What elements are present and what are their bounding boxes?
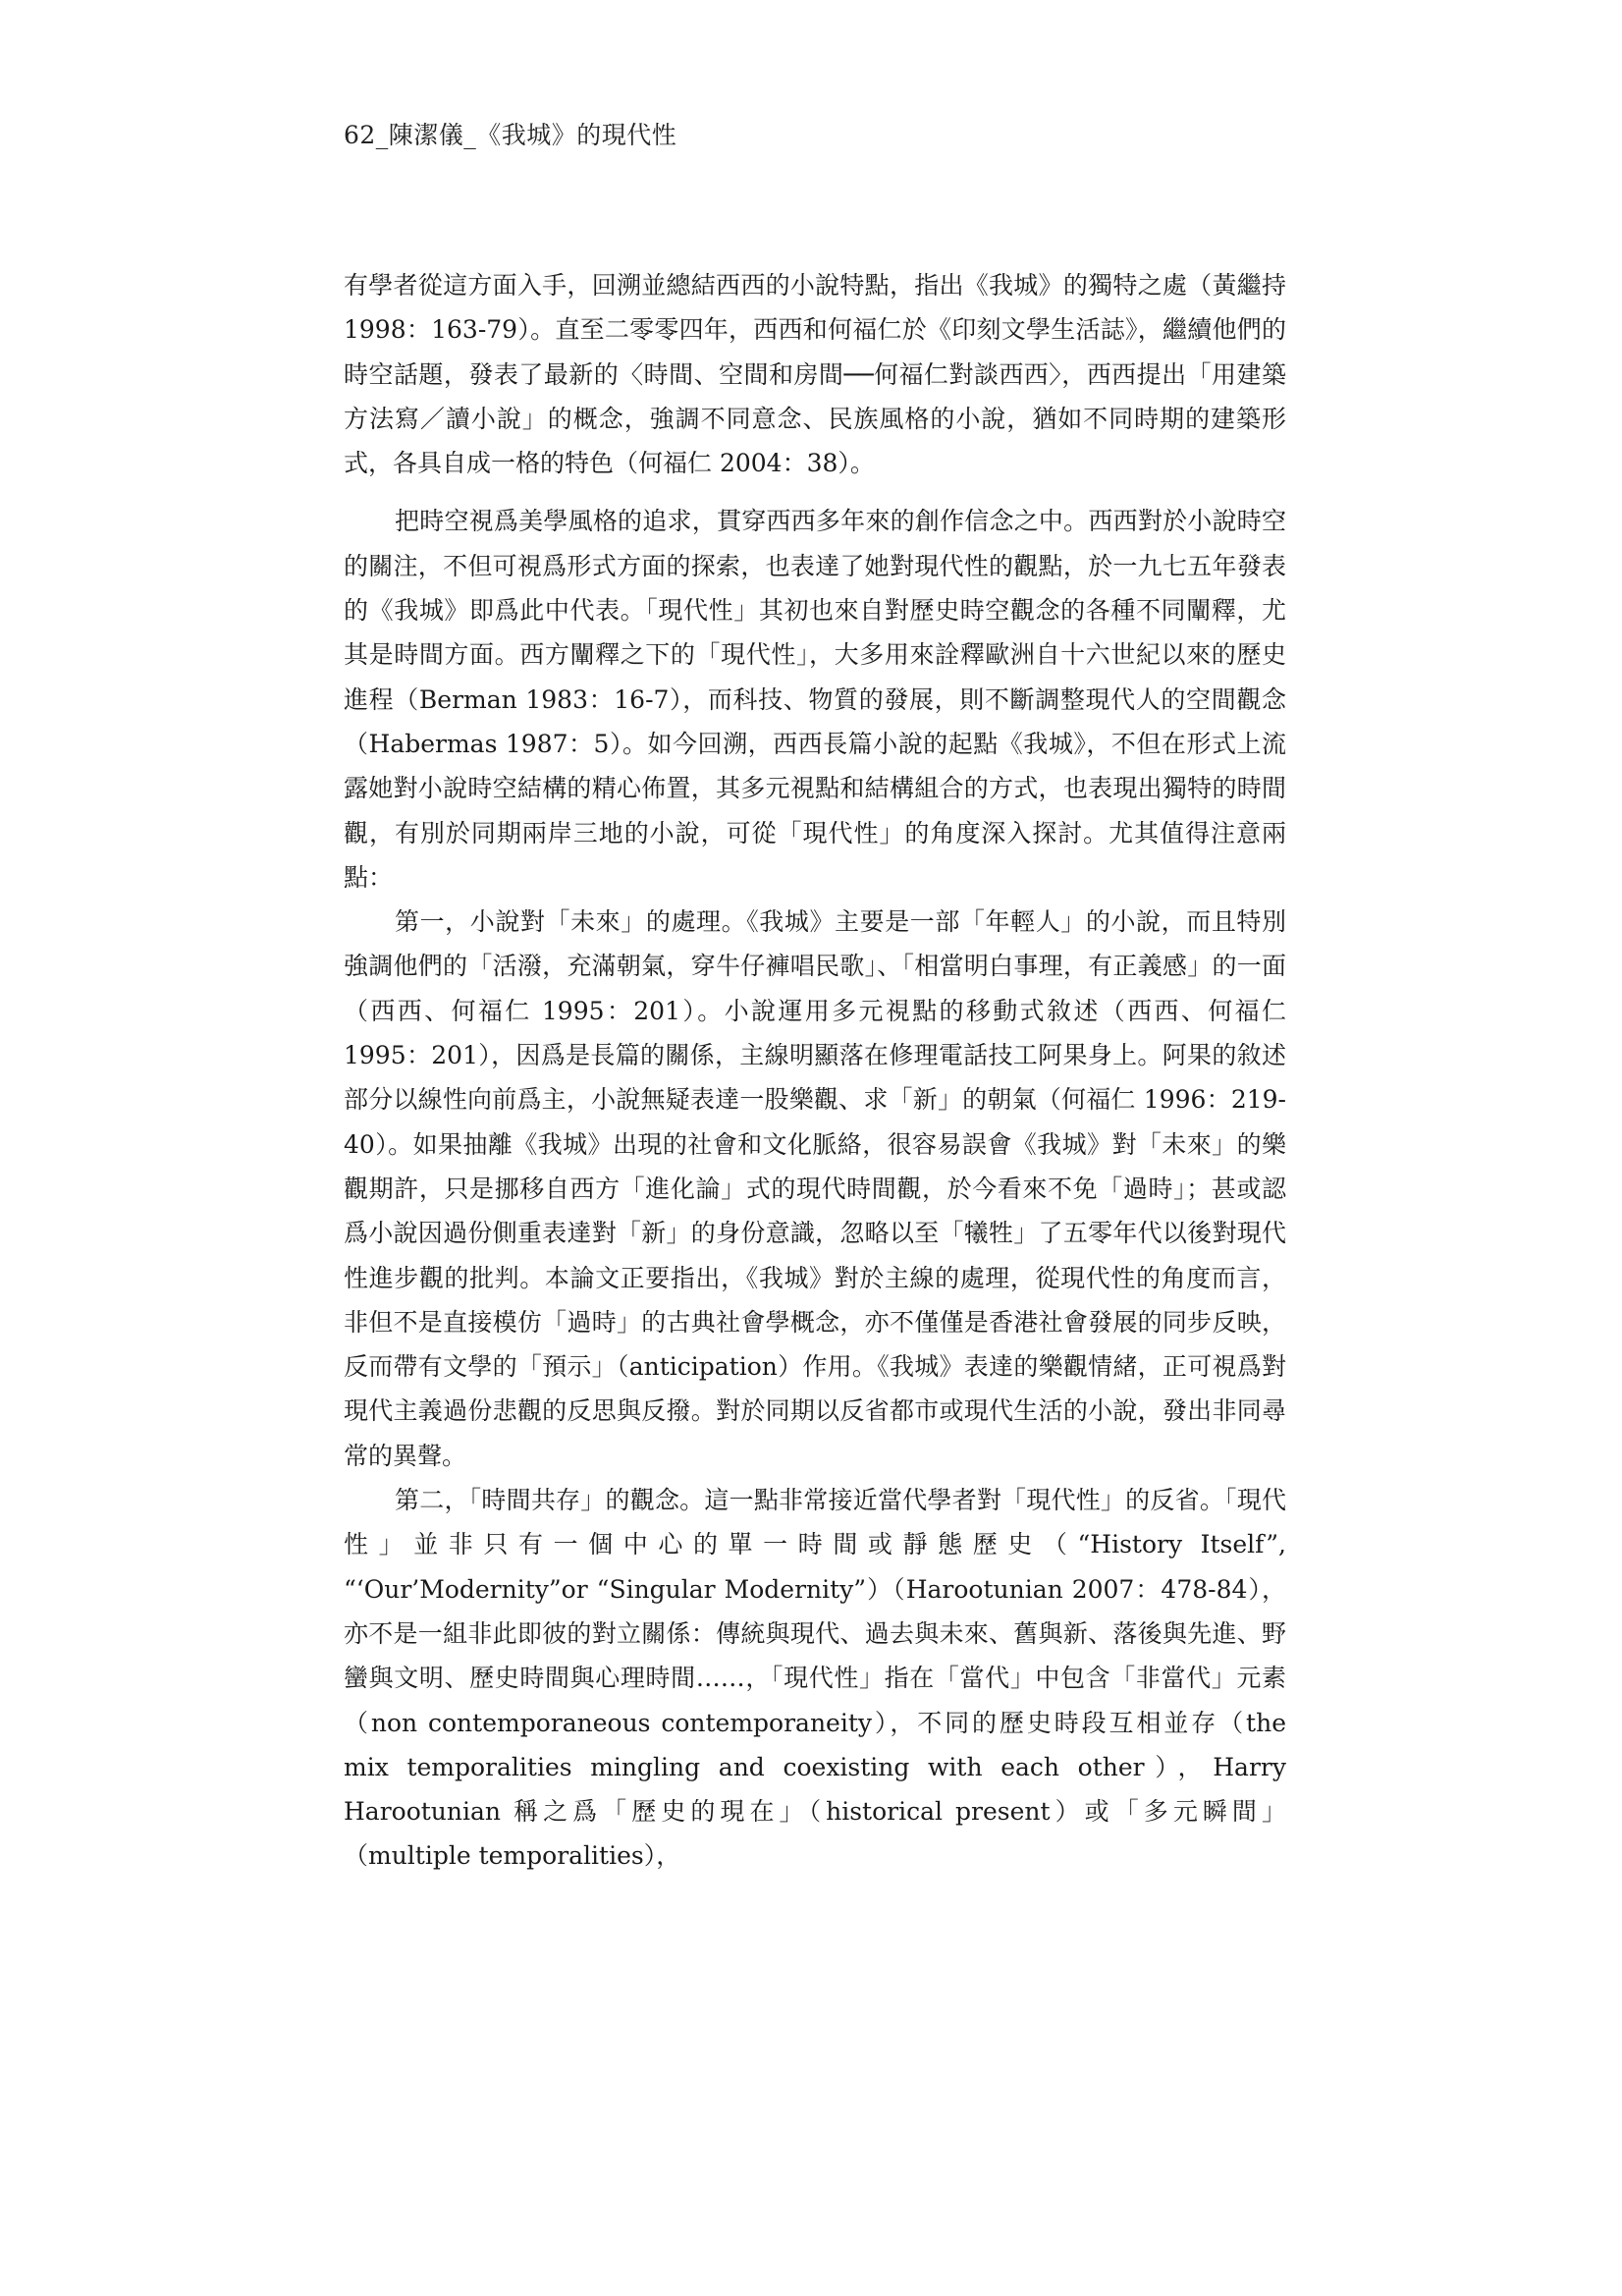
running-header: 62_陳潔儀_《我城》的現代性: [344, 121, 677, 149]
paragraph-2: 把時空視爲美學風格的追求，貫穿西西多年來的創作信念之中。西西對於小說時空的關注，不但可視爲形式方面的探索，也表達了她對現代性的觀點，於一九七五年發表的《我城》即爲此中代表。「現代性」其初也來自對歷史時空觀念的各種不同闡釋，尤其是時間方面。西方闡釋之下的「現代性」，大多用來詮釋歐洲自十六世紀以來的歷史進程（Berman 1983：16-7），而科技、物質的發展，則不斷調整現代人的空間觀念（Habermas 1987：5）。如今回溯，西西長篇小說的起點《我城》，不但在形式上流露她對小說時空結構的精心佈置，其多元視點和結構組合的方式，也表現出獨特的時間觀，有別於同期兩岸三地的小說，可從「現代性」的角度深入探討。尤其值得注意兩點：: [344, 507, 1286, 892]
body-text: [344, 263, 1286, 1879]
paragraph-4: 第二，「時間共存」的觀念。這一點非常接近當代學者對「現代性」的反省。「現代性」並非只有一個中心的單一時間或靜態歷史（“History Itself”, “‘Our’Modernity”or “Singular Modernity”）（Harootunian 2007：478-84），亦不是一組非此即彼的對立關係：傳統與現代、過去與未來、舊與新、落後與先進、野蠻與文明、歷史時間與心理時間……，「現代性」指在「當代」中包含「非當代」元素（non contemporaneous contemporaneity），不同的歷史時段互相並存（the mix temporalities mingling and coexisting with each other），Harry Harootunian 稱之爲「歷史的現在」（historical present）或「多元瞬間」（multiple temporalities），: [344, 1486, 1286, 1871]
paragraph-3: 第一，小說對「未來」的處理。《我城》主要是一部「年輕人」的小說，而且特別強調他們的「活潑，充滿朝氣，穿牛仔褲唱民歌」、「相當明白事理，有正義感」的一面（西西、何福仁 1995：201）。小說運用多元視點的移動式敘述（西西、何福仁 1995：201），因爲是長篇的關係，主線明顯落在修理電話技工阿果身上。阿果的敘述部分以線性向前爲主，小說無疑表達一股樂觀、求「新」的朝氣（何福仁 1996：219-40）。如果抽離《我城》出現的社會和文化脈絡，很容易誤會《我城》對「未來」的樂觀期許，只是挪移自西方「進化論」式的現代時間觀，於今看來不免「過時」；甚或認爲小說因過份側重表達對「新」的身份意識，忽略以至「犧牲」了五零年代以後對現代性進步觀的批判。本論文正要指出，《我城》對於主線的處理，從現代性的角度而言，非但不是直接模仿「過時」的古典社會學概念，亦不僅僅是香港社會發展的同步反映，反而帶有文學的「預示」（anticipation）作用。《我城》表達的樂觀情緒，正可視爲對現代主義過份悲觀的反思與反撥。對於同期以反省都市或現代生活的小說，發出非同尋常的異聲。: [344, 907, 1286, 1470]
paragraph-1: 有學者從這方面入手，回溯並總結西西的小說特點，指出《我城》的獨特之處（黃繼持 1998：163-79）。直至二零零四年，西西和何福仁於《印刻文學生活誌》，繼續他們的時空話題，發表了最新的〈時間、空間和房間──何福仁對談西西〉，西西提出「用建築方法寫／讀小說」的概念，強調不同意念、民族風格的小說，猶如不同時期的建築形式，各具自成一格的特色（何福仁 2004：38）。: [344, 271, 1286, 478]
